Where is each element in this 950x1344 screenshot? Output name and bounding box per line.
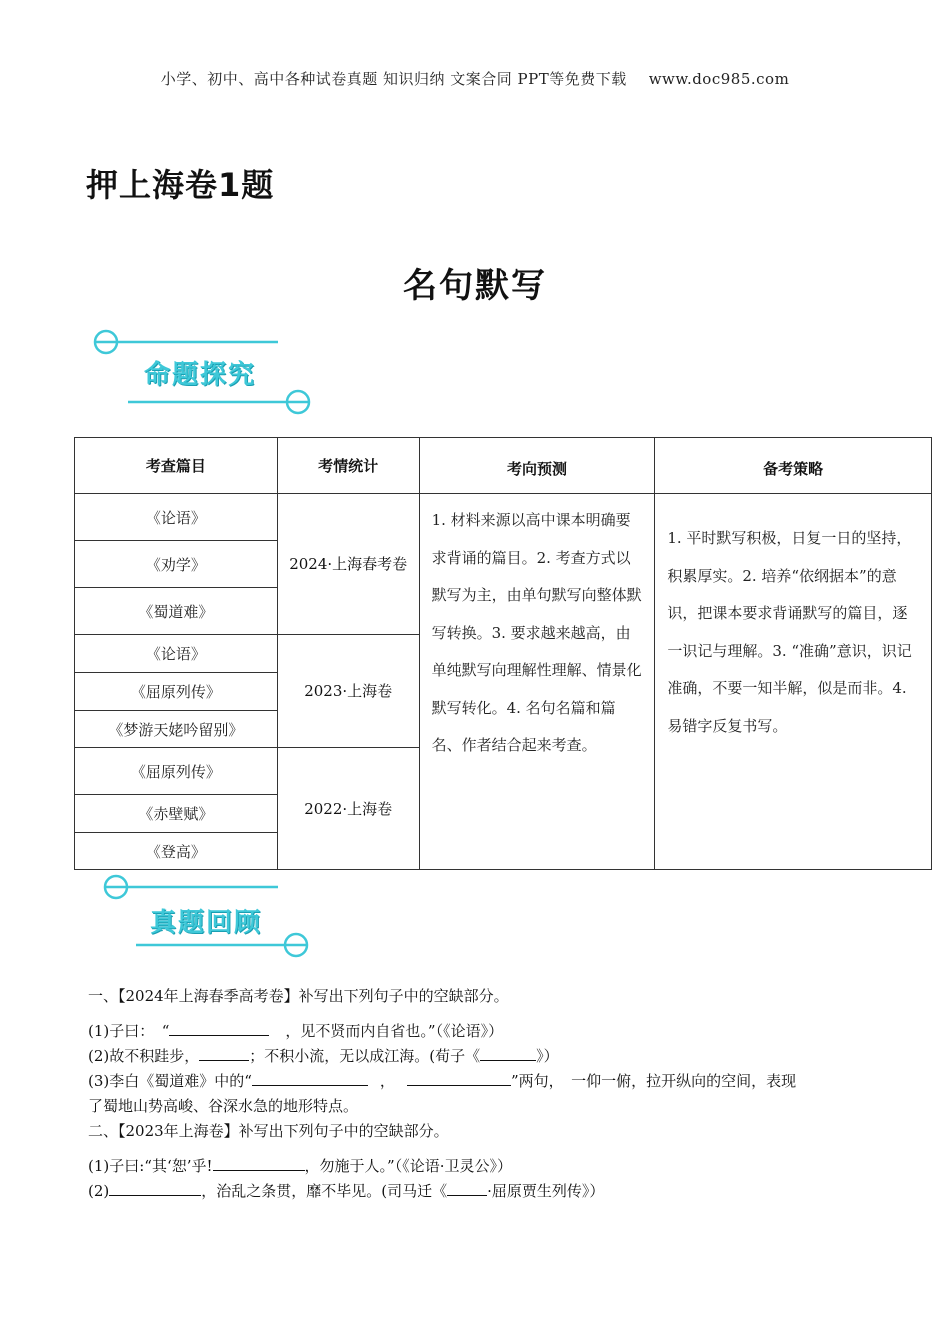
question-line: [88, 1019, 796, 1044]
table-cell-title: 《梦游天姥吟留别》: [75, 711, 278, 748]
question-text: ”两句， 一仰一俯，拉开纵向的空间，表现: [510, 1072, 797, 1090]
question-text: (2)故不积跬步，: [88, 1047, 200, 1065]
question-text: 》）: [536, 1047, 559, 1065]
table-cell-stat: 2024·上海春考卷: [277, 494, 419, 635]
table-cell-forecast: 1. 材料来源以高中课本明确要求背诵的篇目。2. 考查方式以默写为主，由单句默写向整体默写转换。3. 要求越来越高，由单纯默写向理解性理解、情景化默写转化。4. 名句名篇和篇名、作者结合起来考查。: [419, 494, 655, 870]
table-cell-title: 《劝学》: [75, 541, 278, 588]
table-header: 考情统计: [277, 438, 419, 494]
question-text: (1)子曰： “: [88, 1022, 170, 1040]
answer-blank[interactable]: [480, 1044, 536, 1061]
question-text: ；不积小流，无以成江海。(荀子《: [249, 1047, 481, 1065]
question-line: [88, 1154, 796, 1179]
header-text: 小学、初中、高中各种试卷真题 知识归纳 文案合同 PPT等免费下载: [160, 70, 627, 88]
answer-blank[interactable]: [407, 1069, 511, 1086]
table-cell-title: 《赤壁赋》: [75, 795, 278, 833]
table-cell-title: 《论语》: [75, 635, 278, 673]
question-line: [88, 1069, 796, 1094]
answer-blank[interactable]: [213, 1154, 305, 1171]
question-text: ，治乱之条贯，靡不毕见。(司马迁《: [201, 1182, 448, 1200]
question-text: ，勿施于人。”（《论语·卫灵公》）: [304, 1157, 512, 1175]
question-line: 了蜀地山势高峻、谷深水急的地形特点。: [88, 1097, 359, 1115]
question-line: [88, 1044, 796, 1069]
table-cell-stat: 2022·上海卷: [277, 748, 419, 870]
answer-blank[interactable]: [447, 1179, 487, 1196]
answer-blank[interactable]: [169, 1019, 269, 1036]
table-header: 考查篇目: [75, 438, 278, 494]
table-cell-title: 《登高》: [75, 833, 278, 870]
question-text: (1)子曰:“其‘恕’乎!: [88, 1157, 213, 1175]
question-heading: 二、【2023年上海卷】补写出下列句子中的空缺部分。: [88, 1122, 449, 1140]
exam-analysis-table: [74, 437, 932, 870]
question-text: ·屈原贾生列传》）: [487, 1182, 605, 1200]
header-site[interactable]: www.doc985.com: [648, 70, 790, 88]
banner-research: [92, 326, 316, 416]
table-header: 备考策略: [655, 438, 932, 494]
question-heading: 一、【2024年上海春季高考卷】补写出下列句子中的空缺部分。: [88, 987, 509, 1005]
question-group-1: [88, 984, 796, 1204]
table-cell-title: 《蜀道难》: [75, 588, 278, 635]
table-cell-stat: 2023·上海卷: [277, 635, 419, 748]
question-text: (2): [88, 1182, 110, 1200]
question-text: ，见不贤而内自省也。”（《论语》）: [285, 1022, 504, 1040]
table-cell-title: 《屈原列传》: [75, 673, 278, 711]
table-row: [75, 494, 932, 541]
banner-research-label: 命题探究: [144, 360, 257, 390]
sub-title: 名句默写: [403, 266, 547, 306]
table-header: 考向预测: [419, 438, 655, 494]
table-header-row: [75, 438, 932, 494]
main-title: 押上海卷1题: [86, 166, 275, 204]
banner-review-label: 真题回顾: [150, 908, 263, 938]
question-text: ，: [379, 1072, 395, 1090]
question-line: [88, 1179, 796, 1204]
answer-blank[interactable]: [199, 1044, 249, 1061]
page-header: [0, 68, 950, 89]
table-cell-title: 《论语》: [75, 494, 278, 541]
table-cell-title: 《屈原列传》: [75, 748, 278, 795]
table-cell-strategy: 1. 平时默写积极，日复一日的坚持，积累厚实。2. 培养“依纲据本”的意识，把课本要求背诵默写的篇目，逐一识记与理解。3. “准确”意识，识记准确，不要一知半解，似是而非。4. 易错字反复书写。: [655, 494, 932, 870]
question-text: (3)李白《蜀道难》中的“: [88, 1072, 252, 1090]
answer-blank[interactable]: [109, 1179, 201, 1196]
banner-review: [92, 870, 316, 960]
answer-blank[interactable]: [252, 1069, 368, 1086]
